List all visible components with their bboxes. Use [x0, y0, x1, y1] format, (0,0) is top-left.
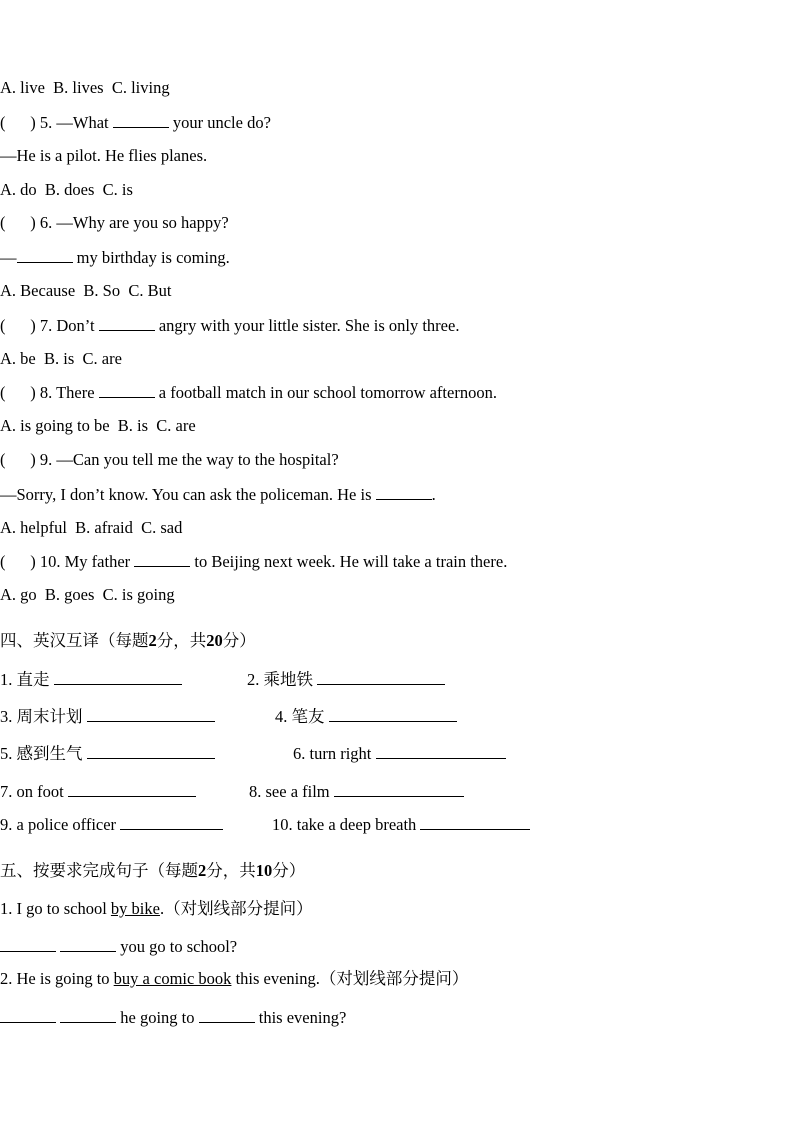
translate-item-7-label: 7. on foot — [0, 782, 64, 801]
q5-prefix: ( ) 5. —What — [0, 113, 113, 132]
q7-blank[interactable] — [99, 315, 155, 331]
translate-item-7 — [0, 781, 196, 802]
q8-question — [0, 382, 497, 403]
q6-blank[interactable] — [17, 247, 73, 263]
translate-item-9-label: 9. a police officer — [0, 815, 117, 834]
section4-title-c: 分） — [222, 631, 256, 650]
translate-item-3-blank[interactable] — [87, 706, 215, 722]
q9-question: ( ) 9. —Can you tell me the way to the hospital? — [0, 450, 339, 469]
sentence-1-underlined: by bike — [110, 899, 160, 918]
translate-item-3 — [0, 706, 215, 727]
sentence-2-blank-c[interactable] — [199, 1007, 255, 1023]
section4-title-b: 分，共 — [156, 631, 207, 650]
sentence-2-underlined: buy a comic book — [113, 969, 232, 988]
translate-item-8-blank[interactable] — [334, 781, 464, 797]
q10-prefix: ( ) 10. My father — [0, 552, 135, 571]
translate-item-4 — [275, 706, 457, 727]
sentence-2-suffix: this evening.（对划线部分提问） — [231, 969, 469, 988]
section5-total: 10 — [255, 861, 273, 880]
section4-total: 20 — [206, 631, 223, 650]
sentence-1-blank-b[interactable] — [60, 936, 116, 952]
section4-title — [0, 631, 256, 651]
translate-item-9 — [0, 814, 223, 835]
translate-item-1 — [0, 669, 182, 690]
q4-options: A. live B. lives C. living — [0, 78, 170, 97]
q6-answer — [0, 247, 230, 268]
q10-blank[interactable] — [134, 551, 190, 567]
q6-answer-suffix: my birthday is coming. — [72, 248, 230, 267]
section5-title-a: 五、按要求完成句子（每题 — [0, 861, 198, 880]
translate-item-8 — [249, 781, 464, 802]
q5-options: A. do B. does C. is — [0, 180, 133, 199]
translate-item-10-label: 10. take a deep breath — [272, 815, 417, 834]
q5-blank[interactable] — [113, 112, 169, 128]
q7-options: A. be B. is C. are — [0, 349, 122, 368]
q9-options: A. helpful B. afraid C. sad — [0, 518, 183, 537]
q10-options: A. go B. goes C. is going — [0, 585, 175, 604]
q9-answer — [0, 484, 436, 505]
sentence-2-blank-b[interactable] — [60, 1007, 116, 1023]
section5-title — [0, 861, 305, 881]
translate-item-7-blank[interactable] — [68, 781, 196, 797]
translate-item-10-blank[interactable] — [420, 814, 530, 830]
translate-item-3-label: 3. 周末计划 — [0, 707, 83, 726]
q8-prefix: ( ) 8. There — [0, 383, 99, 402]
q7-prefix: ( ) 7. Don’t — [0, 316, 99, 335]
translate-item-2-blank[interactable] — [317, 669, 445, 685]
sentence-2 — [0, 969, 468, 989]
section5-title-b: 分，共 — [206, 861, 256, 880]
section4-points: 2 — [148, 631, 157, 650]
q8-options: A. is going to be B. is C. are — [0, 416, 196, 435]
sentence-2-answer-mid: he going to — [116, 1008, 199, 1027]
sentence-2-prefix: 2. He is going to — [0, 969, 114, 988]
translate-item-6-label: 6. turn right — [293, 744, 372, 763]
translate-item-4-label: 4. 笔友 — [275, 707, 325, 726]
section5-points: 2 — [198, 861, 207, 880]
sentence-1 — [0, 899, 313, 919]
q8-blank[interactable] — [99, 382, 155, 398]
sentence-1-blank-a[interactable] — [0, 936, 56, 952]
translate-item-5-label: 5. 感到生气 — [0, 744, 83, 763]
q5-question — [0, 112, 271, 133]
sentence-2-answer — [0, 1007, 346, 1028]
q5-answer: —He is a pilot. He flies planes. — [0, 146, 208, 165]
translate-item-5 — [0, 743, 215, 764]
translate-item-1-blank[interactable] — [54, 669, 182, 685]
q10-question — [0, 551, 507, 572]
q5-suffix: your uncle do? — [168, 113, 271, 132]
q9-answer-prefix: —Sorry, I don’t know. You can ask the policeman. He is — [0, 485, 376, 504]
q8-suffix: a football match in our school tomorrow afternoon. — [154, 383, 497, 402]
q7-question — [0, 315, 459, 336]
sentence-1-answer — [0, 936, 237, 957]
q6-answer-prefix: — — [0, 248, 17, 267]
q9-answer-suffix: . — [431, 485, 436, 504]
translate-item-8-label: 8. see a film — [249, 782, 330, 801]
sentence-1-answer-suffix: you go to school? — [116, 937, 238, 956]
translate-item-2-label: 2. 乘地铁 — [247, 670, 313, 689]
translate-item-5-blank[interactable] — [87, 743, 215, 759]
q10-suffix: to Beijing next week. He will take a train there. — [190, 552, 508, 571]
section5-title-c: 分） — [272, 861, 306, 880]
q6-question: ( ) 6. —Why are you so happy? — [0, 213, 229, 232]
translate-item-10 — [272, 814, 530, 835]
translate-item-9-blank[interactable] — [120, 814, 223, 830]
sentence-2-answer-suffix: this evening? — [254, 1008, 347, 1027]
section4-title-a: 四、英汉互译（每题 — [0, 631, 149, 650]
translate-item-6 — [293, 743, 506, 764]
q6-options: A. Because B. So C. But — [0, 281, 172, 300]
translate-item-2 — [247, 669, 445, 690]
q9-blank[interactable] — [376, 484, 432, 500]
translate-item-4-blank[interactable] — [329, 706, 457, 722]
sentence-1-suffix: .（对划线部分提问） — [159, 899, 313, 918]
sentence-1-prefix: 1. I go to school — [0, 899, 111, 918]
sentence-2-blank-a[interactable] — [0, 1007, 56, 1023]
translate-item-6-blank[interactable] — [376, 743, 506, 759]
translate-item-1-label: 1. 直走 — [0, 670, 50, 689]
q7-suffix: angry with your little sister. She is only three. — [154, 316, 460, 335]
